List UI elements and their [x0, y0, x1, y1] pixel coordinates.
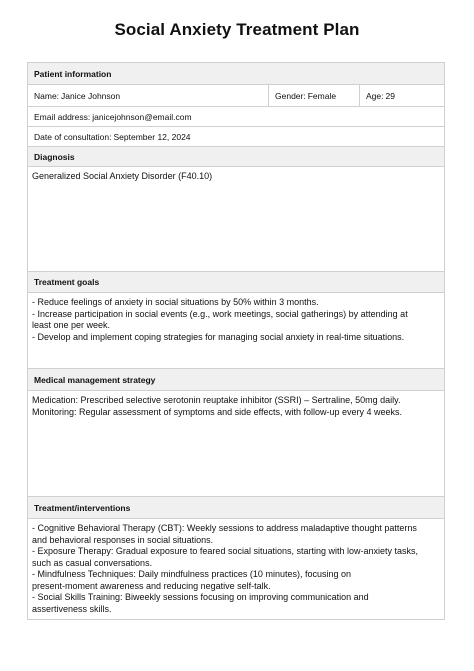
name-value: Janice Johnson: [61, 90, 121, 101]
diagnosis-header-label: Diagnosis: [34, 151, 75, 162]
treatment-goals-field[interactable]: [28, 293, 444, 369]
email-label: Email address:: [34, 111, 91, 122]
date-value: September 12, 2024: [113, 131, 191, 142]
patient-info-header: [28, 63, 444, 85]
interventions-header: [28, 497, 444, 519]
goal-line: least one per week.: [32, 320, 111, 330]
diagnosis-line: Generalized Social Anxiety Disorder (F40.10): [32, 171, 213, 181]
medical-management-field[interactable]: [28, 391, 444, 497]
diagnosis-header: [28, 147, 444, 167]
intervention-line: - Social Skills Training: Biweekly sessions focusing on improving communication and: [32, 592, 369, 602]
page-title: Social Anxiety Treatment Plan: [114, 20, 360, 39]
intervention-line: such as casual conversations.: [32, 557, 153, 568]
treatment-goals-header-label: Treatment goals: [34, 277, 100, 287]
intervention-line: - Exposure Therapy: Gradual exposure to feared social situations, starting with low-anxiety tasks,: [32, 546, 419, 556]
gender-field[interactable]: [268, 85, 359, 106]
intervention-line: - Cognitive Behavioral Therapy (CBT): Weekly sessions to address maladaptive thought patterns: [32, 523, 417, 533]
age-value: 29: [385, 90, 395, 101]
name-label: Name:: [34, 90, 60, 101]
date-row: [28, 127, 444, 147]
goal-line: - Develop and implement coping strategies for managing social anxiety in real-time situations.: [32, 331, 405, 342]
patient-info-header-label: Patient information: [34, 68, 112, 79]
gender-value: Female: [307, 90, 337, 101]
consultation-date-field[interactable]: [28, 127, 444, 146]
email-value: janicejohnson@email.com: [92, 111, 192, 122]
medical-line: Monitoring: Regular assessment of symptoms and side effects, with follow-up every 4 weeks.: [32, 406, 402, 417]
email-row: [28, 107, 444, 127]
age-label: Age:: [366, 90, 384, 101]
intervention-line: and behavioral responses in social situations.: [32, 534, 214, 545]
age-field[interactable]: [359, 85, 444, 106]
intervention-line: - Mindfulness Techniques: Daily mindfulness practices (10 minutes), focusing on: [32, 569, 351, 579]
goal-line: - Reduce feelings of anxiety in social situations by 50% within 3 months.: [32, 297, 319, 307]
interventions-field[interactable]: [28, 519, 444, 619]
goal-line: - Increase participation in social events (e.g., work meetings, social gatherings) by attending at: [32, 308, 408, 319]
medical-management-header: [28, 369, 444, 391]
email-field[interactable]: [28, 107, 444, 126]
interventions-header-label: Treatment/interventions: [34, 502, 131, 513]
treatment-plan-form: [27, 62, 445, 620]
treatment-goals-header: [28, 272, 444, 293]
intervention-line: present-moment awareness and reducing negative self-talk.: [32, 580, 271, 591]
diagnosis-field[interactable]: [28, 167, 444, 272]
name-field[interactable]: [28, 85, 268, 106]
intervention-line: assertiveness skills.: [32, 603, 112, 614]
gender-label: Gender:: [275, 90, 306, 101]
date-label: Date of consultation:: [34, 131, 112, 142]
patient-name-row: [28, 85, 444, 107]
medical-line: Medication: Prescribed selective serotonin reuptake inhibitor (SSRI) – Sertraline, 50mg daily.: [32, 395, 401, 405]
medical-management-header-label: Medical management strategy: [34, 374, 156, 385]
